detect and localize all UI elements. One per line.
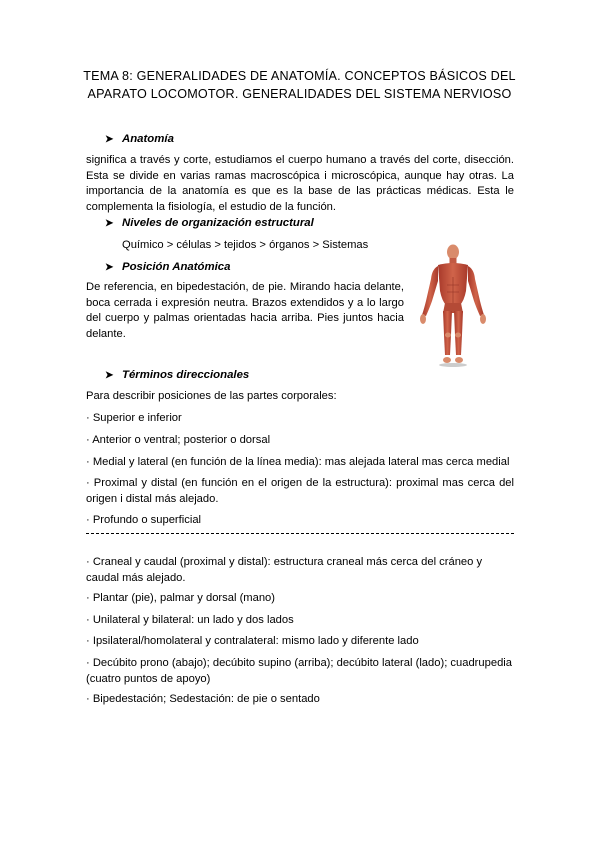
list-item: · Profundo o superficial bbox=[86, 514, 202, 526]
list-item: · Plantar (pie), palmar y dorsal (mano) bbox=[86, 592, 276, 604]
heading-posicion bbox=[105, 261, 230, 273]
heading-anatomia bbox=[105, 133, 174, 145]
paragraph-anatomia: significa a través y corte, estudiamos el cuerpo humano a través del corte, disección. Esta se divide en varias ramas macroscópica i microscópica, aunque hay otras. La importancia de la anatomía es que es la base de las prácticas médicas. Esta le complementa la fisiología, el estudio de la función. bbox=[86, 154, 514, 213]
page-title: TEMA 8: GENERALIDADES DE ANATOMÍA. CONCEPTOS BÁSICOS DEL APARATO LOCOMOTOR. GENERALIDADES DEL SISTEMA NERVIOSO bbox=[83, 69, 516, 101]
heading-terminos bbox=[105, 369, 249, 381]
list-item: · Ipsilateral/homolateral y contralateral: mismo lado y diferente lado bbox=[86, 635, 419, 647]
bullet-arrow-icon: ➤ bbox=[105, 217, 114, 229]
heading-niveles bbox=[105, 217, 314, 229]
heading-label: Anatomía bbox=[122, 133, 174, 145]
terms-intro: Para describir posiciones de las partes corporales: bbox=[86, 390, 337, 402]
levels-line: Químico > células > tejidos > órganos > Sistemas bbox=[122, 239, 369, 251]
list-item: · Medial y lateral (en función de la línea media): mas alejada lateral mas cerca medial bbox=[86, 456, 510, 468]
list-item: · Decúbito prono (abajo); decúbito supino (arriba); decúbito lateral (lado); cuadrupedia (cuatro puntos de apoyo) bbox=[86, 657, 512, 685]
list-item: · Unilateral y bilateral: un lado y dos lados bbox=[86, 614, 294, 626]
list-item: · Bipedestación; Sedestación: de pie o sentado bbox=[86, 693, 320, 705]
list-item: · Proximal y distal (en función en el origen de la estructura): proximal mas cerca del origen i distal más alejado. bbox=[86, 477, 514, 505]
list-item: · Anterior o ventral; posterior o dorsal bbox=[86, 434, 271, 446]
heading-label: Niveles de organización estructural bbox=[122, 217, 314, 229]
bullet-arrow-icon: ➤ bbox=[105, 133, 114, 145]
list-item: · Craneal y caudal (proximal y distal): estructura craneal más cerca del cráneo y caudal más alejado. bbox=[86, 556, 483, 584]
paragraph-posicion: De referencia, en bipedestación, de pie. Mirando hacia delante, boca cerrada i expresión neutra. Brazos extendidos y a lo largo del cuerpo y palmas orientadas hacia arriba. Pies juntos hacia delante. bbox=[86, 281, 404, 340]
bullet-arrow-icon: ➤ bbox=[105, 369, 114, 381]
dashed-separator bbox=[86, 533, 514, 534]
list-item: · Superior e inferior bbox=[86, 412, 182, 424]
heading-label: Términos direccionales bbox=[122, 369, 250, 381]
human-anatomy-figure-icon bbox=[408, 243, 498, 369]
heading-label: Posición Anatómica bbox=[122, 261, 231, 273]
bullet-arrow-icon: ➤ bbox=[105, 261, 114, 273]
